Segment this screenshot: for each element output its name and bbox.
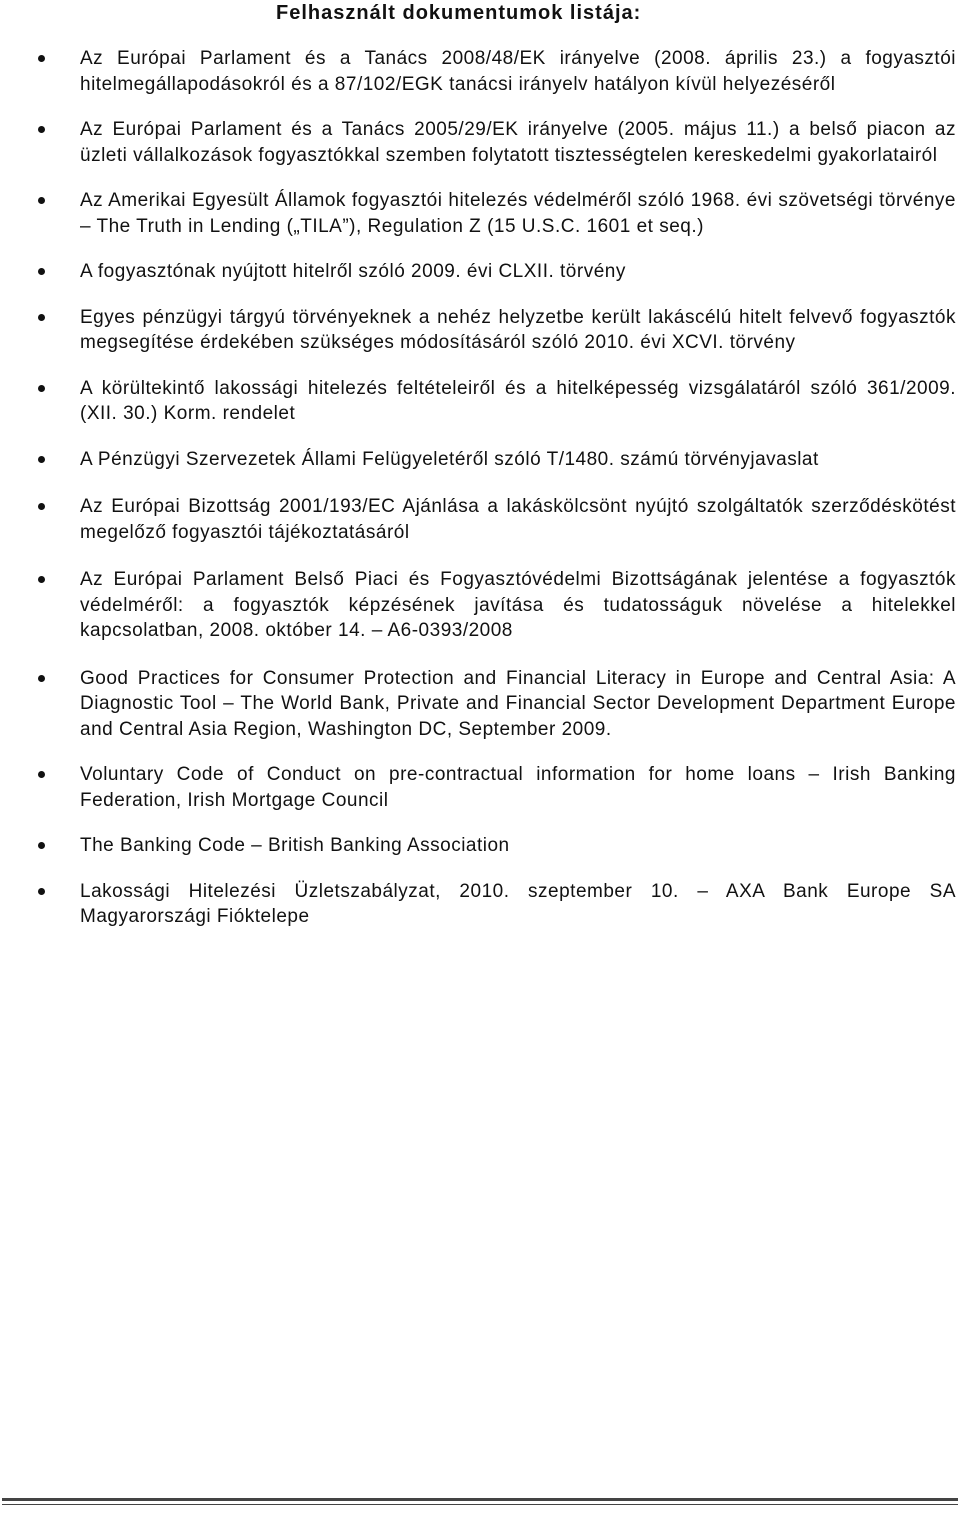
list-item-text: Az Európai Parlament és a Tanács 2008/48/EK irányelve (2008. április 23.) a fogyasztói hitelmegállapodásokról és a 87/102/EGK tanácsi irányelv hatályon kívül helyezéséről <box>80 48 956 95</box>
footer-divider-thin <box>2 1504 958 1505</box>
list-item <box>38 567 956 644</box>
list-item-text: The Banking Code – British Banking Association <box>80 835 510 856</box>
list-item <box>38 305 956 356</box>
list-item <box>38 879 956 930</box>
bullet-icon <box>38 771 45 778</box>
list-item-text: Egyes pénzügyi tárgyú törvényeknek a nehéz helyzetbe került lakáscélú hitelt felvevő fogyasztók megsegítése érdekében szükséges módosításáról szóló 2010. évi XCVI. törvény <box>80 306 956 353</box>
list-item-text: A körültekintő lakossági hitelezés feltételeiről és a hitelképesség vizsgálatáról szóló 361/2009. (XII. 30.) Korm. rendelet <box>80 377 956 424</box>
list-item <box>38 494 956 545</box>
bullet-icon <box>38 503 45 510</box>
bullet-icon <box>38 888 45 895</box>
bullet-icon <box>38 197 45 204</box>
list-item-text: Az Európai Bizottság 2001/193/EC Ajánlása a lakáskölcsönt nyújtó szolgáltatók szerződéskötést megelőző fogyasztói tájékoztatásáról <box>80 496 956 543</box>
bullet-icon <box>38 314 45 321</box>
list-item <box>38 762 956 813</box>
list-item-text: Good Practices for Consumer Protection and Financial Literacy in Europe and Central Asia: A Diagnostic Tool – The World Bank, Private and Financial Sector Development Department Europe and Central Asia Region, Washington DC, September 2009. <box>80 667 956 740</box>
bullet-icon <box>38 268 45 275</box>
list-item-text: Az Európai Parlament Belső Piaci és Fogyasztóvédelmi Bizottságának jelentése a fogyasztók védelméről: a fogyasztók képzésének javítása és tudatosságuk növelése a hitelekkel kapcsolatban, 2008. október 14. – A6-0393/2008 <box>80 569 956 641</box>
list-item-text: Voluntary Code of Conduct on pre-contractual information for home loans – Irish Banking Federation, Irish Mortgage Council <box>80 764 956 811</box>
list-item-text: Lakossági Hitelezési Üzletszabályzat, 2010. szeptember 10. – AXA Bank Europe SA Magyarországi Fióktelepe <box>80 880 956 927</box>
bullet-icon <box>38 55 45 62</box>
page-title: Felhasznált dokumentumok listája: <box>276 2 642 24</box>
bullet-icon <box>38 842 45 849</box>
list-item-text: Az Európai Parlament és a Tanács 2005/29/EK irányelve (2005. május 11.) a belső piacon az üzleti vállalkozások fogyasztókkal szemben folytatott tisztességtelen kereskedelmi gyakorlatairól <box>80 119 956 166</box>
bullet-icon <box>38 456 45 463</box>
bullet-icon <box>38 385 45 392</box>
list-item <box>38 259 956 285</box>
list-item-text: Az Amerikai Egyesült Államok fogyasztói hitelezés védelméről szóló 1968. évi szövetségi törvénye – The Truth in Lending („TILA”), Regulation Z (15 U.S.C. 1601 et seq.) <box>80 190 956 237</box>
reference-list <box>38 46 956 930</box>
footer-divider <box>2 1498 958 1501</box>
bullet-icon <box>38 675 45 682</box>
list-item <box>38 188 956 239</box>
bullet-icon <box>38 576 45 583</box>
list-item <box>38 46 956 97</box>
list-item-text: A fogyasztónak nyújtott hitelről szóló 2009. évi CLXII. törvény <box>80 261 626 282</box>
list-item <box>38 117 956 168</box>
list-item <box>38 833 956 859</box>
list-item <box>38 447 956 473</box>
list-item-text: A Pénzügyi Szervezetek Állami Felügyeletéről szóló T/1480. számú törvényjavaslat <box>80 448 819 470</box>
list-item <box>38 666 956 743</box>
list-item <box>38 376 956 427</box>
bullet-icon <box>38 126 45 133</box>
